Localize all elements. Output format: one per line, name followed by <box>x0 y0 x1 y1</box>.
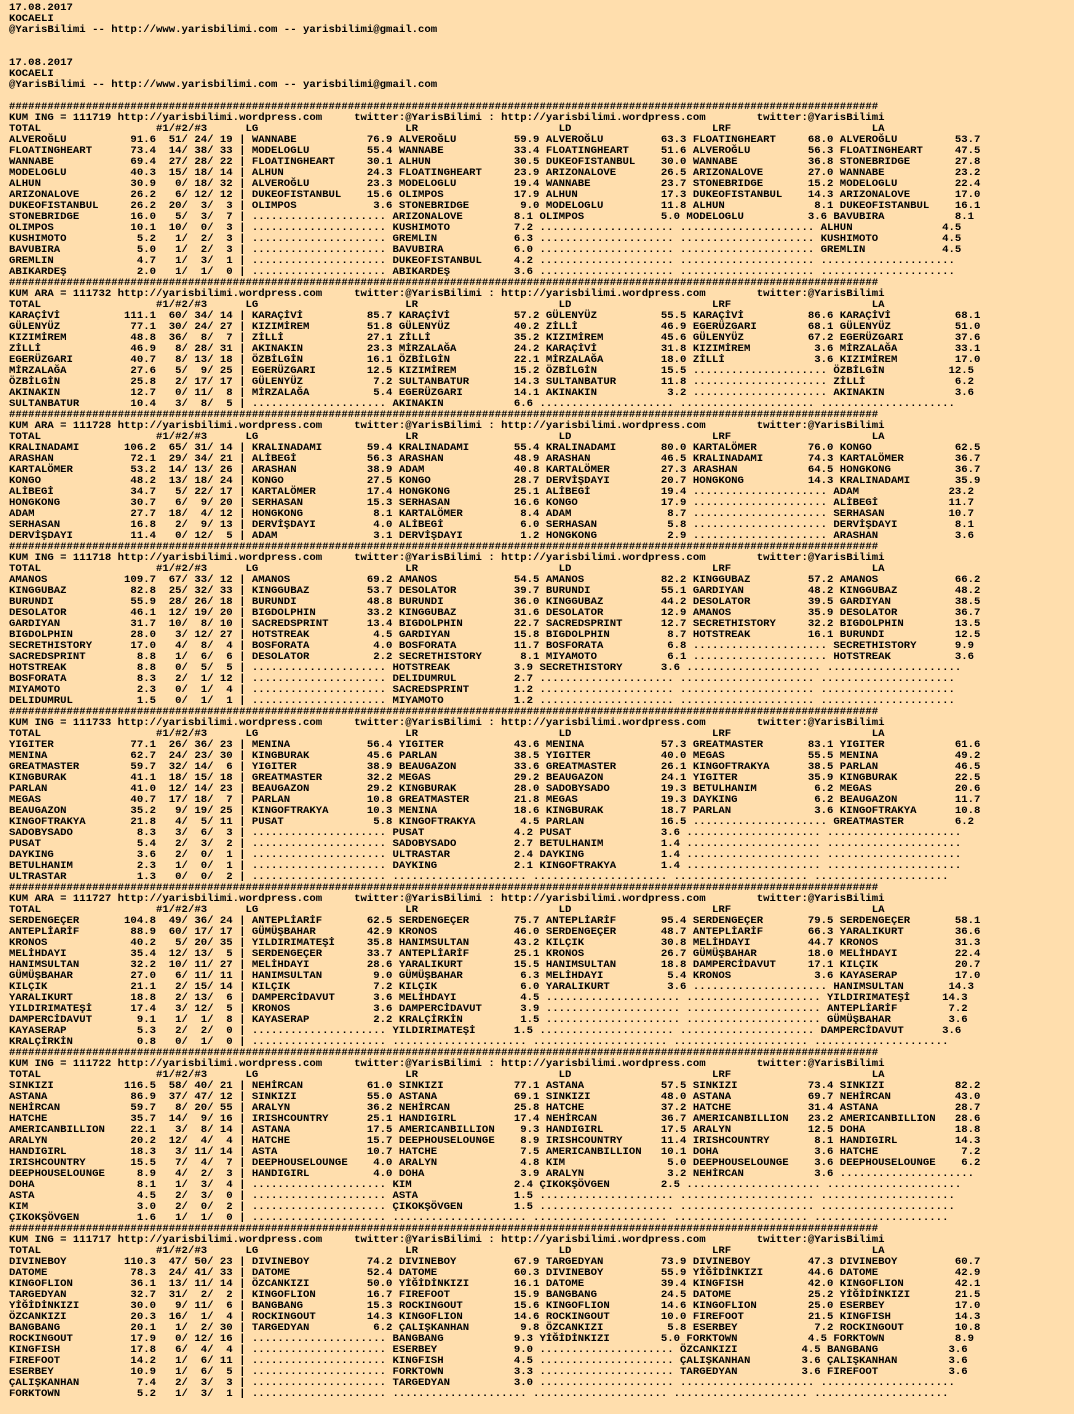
horse-row: KONGO 48.2 13/ 18/ 24 | KONGO 27.5 KONGO 28.7 DERVİŞDAYI 20.7 HONGKONG 14.3 KRALINADAMI 35.9 <box>9 476 981 487</box>
column-header-line: TOTAL #1/#2/#3 LG LR LD LRF LA <box>9 905 885 916</box>
horse-row: KARTALÖMER 53.2 14/ 13/ 26 | ARASHAN 38.9 ADAM 40.8 KARTALÖMER 27.3 ARASHAN 64.5 HONGKONG 36.7 <box>9 465 981 476</box>
section-separator: ######################################################################################################################################## <box>9 102 879 113</box>
horse-row: GREMLIN 4.7 1/ 3/ 1 | ..................... DUKEOFISTANBUL 4.2 ..................... ..................... ..................... <box>9 256 955 267</box>
horse-row: MODELOGLU 40.3 15/ 18/ 14 | ALHUN 24.3 FLOATINGHEART 23.9 ARIZONALOVE 26.5 ARIZONALOVE 27.0 WANNABE 23.2 <box>9 168 981 179</box>
section-separator: ######################################################################################################################################## <box>9 1048 879 1059</box>
column-header-line: TOTAL #1/#2/#3 LG LR LD LRF LA <box>9 564 885 575</box>
horse-row: MİRZALAĞA 27.6 5/ 9/ 25 | EGERÜZGARI 12.5 KIZIMİREM 15.2 ÖZBİLGİN 15.5 ..................... ÖZBİLGİN 12.5 <box>9 366 975 377</box>
column-header-line: TOTAL #1/#2/#3 LG LR LD LRF LA <box>9 729 885 740</box>
horse-row: ABIKARDEŞ 2.0 1/ 1/ 0 | ..................... ABIKARDEŞ 3.6 ..................... ..................... ..................... <box>9 267 955 278</box>
horse-row: KINGBURAK 41.1 18/ 15/ 18 | GREATMASTER 32.2 MEGAS 29.2 BEAUGAZON 24.1 YIGITER 35.9 KINGBURAK 22.5 <box>9 773 981 784</box>
horse-row: KUSHIMOTO 5.2 1/ 2/ 3 | ..................... GREMLIN 6.3 ..................... ..................... KUSHIMOTO 4.5 <box>9 234 962 245</box>
section-separator: ######################################################################################################################################## <box>9 410 879 421</box>
horse-row: KRONOS 40.2 5/ 20/ 35 | YILDIRIMATEŞİ 35.8 HANIMSULTAN 43.2 KILÇIK 30.8 MELİHDAYI 44.7 KRONOS 31.3 <box>9 938 981 949</box>
horse-row: ALVEROĞLU 91.6 51/ 24/ 19 | WANNABE 76.9 ALVEROĞLU 59.9 ALVEROĞLU 63.3 FLOATINGHEART 68.0 ALVEROĞLU 53.7 <box>9 135 981 146</box>
horse-row: BAVUBIRA 5.0 1/ 2/ 3 | ..................... BAVUBIRA 6.0 ..................... ..................... GREMLIN 4.5 <box>9 245 962 256</box>
race-header-line: KUM ARA = 111732 http://yarisbilimi.wordpress.com twitter:@YarisBilimi : http://yarisbilimi.wordpress.com twitter:@YarisBilimi <box>9 289 885 300</box>
horse-row: PARLAN 41.0 12/ 14/ 23 | BEAUGAZON 29.2 KINGBURAK 28.0 SADOBYSADO 19.3 BETULHANIM 6.2 MEGAS 20.6 <box>9 784 981 795</box>
horse-row: KINGFISH 17.8 6/ 4/ 4 | ..................... ESERBEY 9.0 ..................... ÖZCANKIZI 4.5 BANGBANG 3.6 <box>9 1345 968 1356</box>
horse-row: DAYKING 3.6 2/ 0/ 1 | ..................... ULTRASTAR 2.4 DAYKING 1.4 ..................... ..................... <box>9 850 962 861</box>
column-header-line: TOTAL #1/#2/#3 LG LR LD LRF LA <box>9 1246 885 1257</box>
race-header-line: KUM ING = 111717 http://yarisbilimi.wordpress.com twitter:@YarisBilimi : http://yarisbilimi.wordpress.com twitter:@YarisBilimi <box>9 1235 885 1246</box>
horse-row: MIYAMOTO 2.3 0/ 1/ 4 | ..................... SACREDSPRINT 1.2 ..................... ..................... ..................... <box>9 685 955 696</box>
horse-row: TARGEDYAN 32.7 31/ 2/ 2 | KINGOFLION 16.7 FIREFOOT 15.9 BANGBANG 24.5 DATOME 25.2 YİĞİDİNKIZI 21.5 <box>9 1290 981 1301</box>
section-separator: ######################################################################################################################################## <box>9 1224 879 1235</box>
text-line: 17.08.2017 <box>9 3 73 14</box>
horse-row: BEAUGAZON 35.2 9/ 19/ 25 | KINGOFTRAKYA 10.3 MENINA 18.6 KINGBURAK 18.7 PARLAN 3.6 KINGOFTRAKYA 10.8 <box>9 806 981 817</box>
horse-row: ASTA 4.5 2/ 3/ 0 | ..................... ASTA 1.5 ..................... ..................... ..................... <box>9 1191 955 1202</box>
horse-row: KRALÇİRKİN 0.8 0/ 1/ 0 | ..................... ..................... ..................... ..................... ..................... <box>9 1037 949 1048</box>
blank-line <box>9 36 980 47</box>
horse-row: ÖZBİLGİN 25.8 2/ 17/ 17 | GÜLENYÜZ 7.2 SULTANBATUR 14.3 SULTANBATUR 11.8 ..................... ZİLLİ 6.2 <box>9 377 975 388</box>
horse-row: SERDENGEÇER 104.8 49/ 36/ 24 | ANTEPLİARİF 62.5 SERDENGEÇER 75.7 ANTEPLİARİF 95.4 SERDENGEÇER 79.5 SERDENGEÇER 58.1 <box>9 916 981 927</box>
horse-row: ARIZONALOVE 26.2 6/ 12/ 12 | DUKEOFISTANBUL 15.6 OLIMPOS 17.9 ALHUN 17.3 DUKEOFISTANBUL 14.3 ARIZONALOVE 17.0 <box>9 190 981 201</box>
text-line: 17.08.2017 <box>9 58 73 69</box>
horse-row: DERVİŞDAYI 11.4 0/ 12/ 5 | ADAM 3.1 DERVİŞDAYI 1.2 HONGKONG 2.9 ..................... ARASHAN 3.6 <box>9 531 975 542</box>
horse-row: GÜLENYÜZ 77.1 30/ 24/ 27 | KIZIMİREM 51.8 GÜLENYÜZ 40.2 ZİLLİ 46.9 EGERÜZGARI 68.1 GÜLENYÜZ 51.0 <box>9 322 981 333</box>
horse-row: ARALYN 20.2 12/ 4/ 4 | HATCHE 15.7 DEEPHOUSELOUNGE 8.9 IRISHCOUNTRY 11.4 IRISHCOUNTRY 8.1 HANDIGIRL 14.3 <box>9 1136 981 1147</box>
horse-row: ALHUN 30.9 0/ 18/ 32 | ALVEROĞLU 23.3 MODELOGLU 19.4 WANNABE 23.7 STONEBRIDGE 15.2 MODELOGLU 22.4 <box>9 179 981 190</box>
column-header-line: TOTAL #1/#2/#3 LG LR LD LRF LA <box>9 300 885 311</box>
horse-row: ÖZCANKIZI 20.3 16/ 1/ 4 | ROCKINGOUT 14.3 KINGOFLION 14.6 ROCKINGOUT 10.0 FIREFOOT 21.5 KINGFISH 14.3 <box>9 1312 981 1323</box>
race-header-line: KUM ING = 111733 http://yarisbilimi.wordpress.com twitter:@YarisBilimi : http://yarisbilimi.wordpress.com twitter:@YarisBilimi <box>9 718 885 729</box>
horse-row: KILÇIK 21.1 2/ 15/ 14 | KILÇIK 7.2 KILÇIK 6.0 YARALIKURT 3.6 ..................... HANIMSULTAN 14.3 <box>9 982 975 993</box>
horse-row: OLIMPOS 10.1 10/ 0/ 3 | ..................... KUSHIMOTO 7.2 ..................... ..................... ALHUN 4.5 <box>9 223 962 234</box>
race-header-line: KUM ING = 111722 http://yarisbilimi.wordpress.com twitter:@YarisBilimi : http://yarisbilimi.wordpress.com twitter:@YarisBilimi <box>9 1059 885 1070</box>
text-line: @YarisBilimi -- http://www.yarisbilimi.com -- yarisbilimi@gmail.com <box>9 80 438 91</box>
horse-row: FORKTOWN 5.2 1/ 3/ 1 | ..................... ..................... ..................... ..................... ..................... <box>9 1389 949 1400</box>
horse-row: HONGKONG 30.7 6/ 9/ 20 | SERHASAN 15.3 SERHASAN 16.6 KONGO 17.9 ..................... ALİBEGİ 11.7 <box>9 498 975 509</box>
horse-row: ÇALIŞKANHAN 7.4 2/ 3/ 3 | ..................... TARGEDYAN 3.0 ..................... ..................... ..................... <box>9 1378 955 1389</box>
horse-row: ZİLLİ 46.9 8/ 28/ 31 | AKINAKIN 23.3 MİRZALAĞA 24.2 KARAÇİVİ 31.8 KIZIMİREM 3.6 MİRZALAĞA 33.1 <box>9 344 981 355</box>
horse-row: HOTSTREAK 8.8 0/ 5/ 5 | ..................... HOTSTREAK 3.9 SECRETHISTORY 3.6 ..................... ..................... <box>9 663 962 674</box>
horse-row: HATCHE 35.7 14/ 9/ 16 | IRISHCOUNTRY 25.1 HANDIGIRL 17.4 NEHİRCAN 36.7 AMERICANBILLION 23.2 AMERICANBILLION 28.6 <box>9 1114 981 1125</box>
horse-row: EGERÜZGARI 40.7 8/ 13/ 18 | ÖZBİLGİN 16.1 ÖZBİLGİN 22.1 MİRZALAĞA 18.0 ZİLLİ 3.6 KIZIMİREM 17.0 <box>9 355 981 366</box>
text-line: KOCAELI <box>9 14 54 25</box>
horse-row: BANGBANG 20.1 1/ 2/ 30 | TARGEDYAN 6.2 ÇALIŞKANHAN 9.8 ÖZCANKIZI 5.8 ESERBEY 7.2 ROCKINGOUT 10.8 <box>9 1323 981 1334</box>
horse-row: ALİBEGİ 34.7 5/ 22/ 17 | KARTALÖMER 17.4 HONGKONG 25.1 ALİBEGİ 19.4 ..................... ADAM 23.2 <box>9 487 975 498</box>
horse-row: YİĞİDİNKIZI 30.0 9/ 11/ 6 | BANGBANG 15.3 ROCKINGOUT 15.6 KINGOFLION 14.6 KINGOFLION 25.0 ESERBEY 17.0 <box>9 1301 981 1312</box>
race-header-line: KUM ING = 111718 http://yarisbilimi.wordpress.com twitter:@YarisBilimi : http://yarisbilimi.wordpress.com twitter:@YarisBilimi <box>9 553 885 564</box>
horse-row: STONEBRIDGE 16.0 5/ 3/ 7 | ..................... ARIZONALOVE 8.1 OLIMPOS 5.0 MODELOGLU 3.6 BAVUBIRA 8.1 <box>9 212 975 223</box>
race-header-line: KUM ARA = 111728 http://yarisbilimi.wordpress.com twitter:@YarisBilimi : http://yarisbilimi.wordpress.com twitter:@YarisBilimi <box>9 421 885 432</box>
horse-row: SACREDSPRINT 8.8 1/ 6/ 6 | DESOLATOR 2.2 SECRETHISTORY 8.1 MIYAMOTO 6.1 ..................... HOTSTREAK 3.6 <box>9 652 975 663</box>
horse-row: MENINA 62.7 24/ 23/ 30 | KINGBURAK 45.6 PARLAN 38.5 YIGITER 40.0 MEGAS 55.5 MENINA 49.2 <box>9 751 981 762</box>
horse-row: MELİHDAYI 35.4 12/ 13/ 5 | SERDENGEÇER 33.7 ANTEPLİARİF 25.1 KRONOS 26.7 GÜMÜŞBAHAR 18.0 MELİHDAYI 22.4 <box>9 949 981 960</box>
horse-row: DUKEOFISTANBUL 26.2 20/ 3/ 3 | OLIMPOS 3.6 STONEBRIDGE 9.0 MODELOGLU 11.8 ALHUN 8.1 DUKEOFISTANBUL 16.1 <box>9 201 981 212</box>
horse-row: AMANOS 109.7 67/ 33/ 12 | AMANOS 69.2 AMANOS 54.5 AMANOS 82.2 KINGGUBAZ 57.2 AMANOS 66.2 <box>9 575 981 586</box>
horse-row: SECRETHISTORY 17.0 4/ 8/ 4 | BOSFORATA 4.0 BOSFORATA 11.7 BOSFORATA 6.8 ..................... SECRETHISTORY 9.9 <box>9 641 975 652</box>
horse-row: NEHİRCAN 59.7 8/ 20/ 55 | ARALYN 36.2 NEHİRCAN 25.8 HATCHE 37.2 HATCHE 31.4 ASTANA 28.7 <box>9 1103 981 1114</box>
horse-row: HANIMSULTAN 32.2 10/ 11/ 27 | MELİHDAYI 28.6 YARALIKURT 15.5 HANIMSULTAN 18.8 DAMPERCİDAVUT 17.1 KILÇIK 20.7 <box>9 960 981 971</box>
horse-row: GARDIYAN 31.7 10/ 8/ 10 | SACREDSPRINT 13.4 BIGDOLPHIN 22.7 SACREDSPRINT 12.7 SECRETHISTORY 32.2 BIGDOLPHIN 13.5 <box>9 619 981 630</box>
horse-row: KAYASERAP 5.3 2/ 2/ 0 | ..................... YILDIRIMATEŞİ 1.5 ..................... ..................... DAMPERCİDAVUT 3.6 <box>9 1026 962 1037</box>
horse-row: ANTEPLİARİF 88.9 60/ 17/ 17 | GÜMÜŞBAHAR 42.9 KRONOS 46.0 SERDENGEÇER 48.7 ANTEPLİARİF 66.3 YARALIKURT 36.6 <box>9 927 981 938</box>
text-line: KOCAELI <box>9 69 54 80</box>
horse-row: MEGAS 40.7 17/ 18/ 7 | PARLAN 10.8 GREATMASTER 21.8 MEGAS 19.3 DAYKING 6.2 BEAUGAZON 11.7 <box>9 795 981 806</box>
horse-row: KIM 3.0 2/ 0/ 2 | ..................... ÇIKOKŞÖVGEN 1.5 ..................... ..................... ..................... <box>9 1202 955 1213</box>
horse-row: BIGDOLPHIN 28.0 3/ 12/ 27 | HOTSTREAK 4.5 GARDIYAN 15.8 BIGDOLPHIN 8.7 HOTSTREAK 16.1 BURUNDI 12.5 <box>9 630 981 641</box>
horse-row: KIZIMİREM 48.8 36/ 8/ 7 | ZİLLİ 27.1 ZİLLİ 35.2 KIZIMİREM 45.6 GÜLENYÜZ 67.2 EGERÜZGARI 37.6 <box>9 333 981 344</box>
section-separator: ######################################################################################################################################## <box>9 883 879 894</box>
horse-row: ADAM 27.7 18/ 4/ 12 | HONGKONG 8.1 KARTALÖMER 8.4 ADAM 8.7 ..................... SERHASAN 10.7 <box>9 509 975 520</box>
horse-row: WANNABE 69.4 27/ 28/ 22 | FLOATINGHEART 30.1 ALHUN 30.5 DUKEOFISTANBUL 30.0 WANNABE 36.8 STONEBRIDGE 27.8 <box>9 157 981 168</box>
horse-row: KINGOFLION 36.1 13/ 11/ 14 | ÖZCANKIZI 50.0 YİĞİDİNKIZI 16.1 DATOME 39.4 KINGFISH 42.0 KINGOFLION 42.1 <box>9 1279 981 1290</box>
horse-row: DAMPERCİDAVUT 9.1 1/ 1/ 8 | KAYASERAP 2.2 KRALÇİRKİN 1.5 ..................... ..................... GÜMÜŞBAHAR 3.6 <box>9 1015 968 1026</box>
horse-row: ULTRASTAR 1.3 0/ 0/ 2 | ..................... ..................... ..................... ..................... ..................... <box>9 872 949 883</box>
horse-row: SULTANBATUR 10.4 3/ 8/ 5 | ..................... AKINAKIN 6.6 ..................... ..................... ..................... <box>9 399 955 410</box>
horse-row: GREATMASTER 59.7 32/ 14/ 6 | YIGITER 38.9 BEAUGAZON 33.6 GREATMASTER 26.1 KINGOFTRAKYA 38.5 PARLAN 46.5 <box>9 762 981 773</box>
horse-row: SINKIZI 116.5 58/ 40/ 21 | NEHİRCAN 61.0 SINKIZI 77.1 ASTANA 57.5 SINKIZI 73.4 SINKIZI 82.2 <box>9 1081 981 1092</box>
column-header-line: TOTAL #1/#2/#3 LG LR LD LRF LA <box>9 432 885 443</box>
text-line: @YarisBilimi -- http://www.yarisbilimi.com -- yarisbilimi@gmail.com <box>9 25 438 36</box>
horse-row: KINGOFTRAKYA 21.8 4/ 5/ 11 | PUSAT 5.8 KINGOFTRAKYA 4.5 PARLAN 16.5 ..................... GREATMASTER 6.2 <box>9 817 975 828</box>
horse-row: ASTANA 86.9 37/ 47/ 12 | SINKIZI 55.0 ASTANA 69.1 SINKIZI 48.0 ASTANA 69.7 NEHİRCAN 43.0 <box>9 1092 981 1103</box>
column-header-line: TOTAL #1/#2/#3 LG LR LD LRF LA <box>9 1070 885 1081</box>
horse-row: DIVINEBOY 110.3 47/ 50/ 23 | DIVINEBOY 74.2 DIVINEBOY 67.9 TARGEDYAN 73.9 DIVINEBOY 47.3 DIVINEBOY 60.7 <box>9 1257 981 1268</box>
race-report-document <box>9 3 980 1400</box>
horse-row: BOSFORATA 8.3 2/ 1/ 12 | ..................... DELIDUMRUL 2.7 ..................... ..................... ..................... <box>9 674 955 685</box>
horse-row: AMERICANBILLION 22.1 3/ 8/ 14 | ASTANA 17.5 AMERICANBILLION 9.3 HANDIGIRL 17.5 ARALYN 12.5 DOHA 18.8 <box>9 1125 981 1136</box>
horse-row: DEEPHOUSELOUNGE 8.9 4/ 2/ 3 | HANDIGIRL 4.0 DOHA 3.9 ARALYN 3.2 NEHİRCAN 3.6 ..................... <box>9 1169 975 1180</box>
horse-row: BURUNDI 55.9 28/ 26/ 18 | BURUNDI 48.8 BURUNDI 36.0 KINGGUBAZ 44.2 DESOLATOR 39.5 GARDIYAN 38.5 <box>9 597 981 608</box>
horse-row: YILDIRIMATEŞİ 17.4 3/ 12/ 5 | KRONOS 3.6 DAMPERCİDAVUT 3.9 ..................... ..................... ANTEPLİARİF 7.2 <box>9 1004 968 1015</box>
horse-row: ÇIKOKŞÖVGEN 1.6 1/ 1/ 0 | ..................... ..................... ..................... ..................... ..................... <box>9 1213 949 1224</box>
race-header-line: KUM ARA = 111727 http://yarisbilimi.wordpress.com twitter:@YarisBilimi : http://yarisbilimi.wordpress.com twitter:@YarisBilimi <box>9 894 885 905</box>
horse-row: BETULHANIM 2.3 1/ 0/ 1 | ..................... DAYKING 2.1 KINGOFTRAKYA 1.4 ..................... ..................... <box>9 861 962 872</box>
race-header-line: KUM ING = 111719 http://yarisbilimi.wordpress.com twitter:@YarisBilimi : http://yarisbilimi.wordpress.com twitter:@YarisBilimi <box>9 113 885 124</box>
horse-row: SADOBYSADO 8.3 3/ 6/ 3 | ..................... PUSAT 4.2 PUSAT 3.6 ..................... ..................... <box>9 828 962 839</box>
horse-row: DATOME 78.3 24/ 41/ 33 | DATOME 52.4 DATOME 60.3 DIVINEBOY 55.9 YİĞİDİNKIZI 44.6 DATOME 42.9 <box>9 1268 981 1279</box>
blank-line <box>9 91 980 102</box>
column-header-line: TOTAL #1/#2/#3 LG LR LD LRF LA <box>9 124 885 135</box>
horse-row: YARALIKURT 18.8 2/ 13/ 6 | DAMPERCİDAVUT 3.6 MELİHDAYI 4.5 ..................... ..................... YILDIRIMATEŞİ 14.3 <box>9 993 968 1004</box>
horse-row: HANDIGIRL 18.3 3/ 11/ 14 | ASTA 10.7 HATCHE 7.5 AMERICANBILLION 10.1 DOHA 3.6 HATCHE 7.2 <box>9 1147 981 1158</box>
section-separator: ######################################################################################################################################## <box>9 542 879 553</box>
section-separator: ######################################################################################################################################## <box>9 707 879 718</box>
horse-row: PUSAT 5.4 2/ 3/ 2 | ..................... SADOBYSADO 2.7 BETULHANIM 1.4 ..................... ..................... <box>9 839 962 850</box>
section-separator: ######################################################################################################################################## <box>9 278 879 289</box>
horse-row: SERHASAN 16.8 2/ 9/ 13 | DERVİŞDAYI 4.0 ALİBEGİ 6.0 SERHASAN 5.8 ..................... DERVİŞDAYI 8.1 <box>9 520 975 531</box>
horse-row: ARASHAN 72.1 29/ 34/ 21 | ALİBEGİ 56.3 ARASHAN 48.9 ARASHAN 46.5 KRALINADAMI 74.3 KARTALÖMER 36.7 <box>9 454 981 465</box>
horse-row: IRISHCOUNTRY 15.5 7/ 4/ 7 | DEEPHOUSELOUNGE 4.0 ARALYN 4.8 KIM 5.0 DEEPHOUSELOUNGE 3.6 DEEPHOUSELOUNGE 6.2 <box>9 1158 981 1169</box>
blank-line <box>9 47 980 58</box>
horse-row: ESERBEY 10.9 1/ 6/ 5 | ..................... FORKTOWN 3.3 ..................... TARGEDYAN 3.6 FIREFOOT 3.6 <box>9 1367 968 1378</box>
horse-row: YIGITER 77.1 26/ 36/ 23 | MENINA 56.4 YIGITER 43.6 MENINA 57.3 GREATMASTER 83.1 YIGITER 61.6 <box>9 740 981 751</box>
horse-row: KARAÇİVİ 111.1 60/ 34/ 14 | KARAÇİVİ 85.7 KARAÇİVİ 57.2 GÜLENYÜZ 55.5 KARAÇİVİ 86.6 KARAÇİVİ 68.1 <box>9 311 981 322</box>
horse-row: GÜMÜŞBAHAR 27.0 6/ 11/ 11 | HANIMSULTAN 9.0 GÜMÜŞBAHAR 6.3 MELİHDAYI 5.4 KRONOS 3.6 KAYASERAP 17.0 <box>9 971 981 982</box>
horse-row: KRALINADAMI 106.2 65/ 31/ 14 | KRALINADAMI 59.4 KRALINADAMI 55.4 KRALINADAMI 80.0 KARTALÖMER 76.0 KONGO 62.5 <box>9 443 981 454</box>
horse-row: KINGGUBAZ 82.8 25/ 32/ 33 | KINGGUBAZ 53.7 DESOLATOR 39.7 BURUNDI 55.1 GARDIYAN 48.2 KINGGUBAZ 48.2 <box>9 586 981 597</box>
horse-row: ROCKINGOUT 17.9 0/ 12/ 16 | ..................... BANGBANG 9.3 YİĞİDİNKIZI 5.0 FORKTOWN 4.5 FORKTOWN 8.9 <box>9 1334 975 1345</box>
horse-row: FLOATINGHEART 73.4 14/ 38/ 33 | MODELOGLU 55.4 WANNABE 33.4 FLOATINGHEART 51.6 ALVEROĞLU 56.3 FLOATINGHEART 47.5 <box>9 146 981 157</box>
horse-row: DESOLATOR 46.1 12/ 19/ 20 | BIGDOLPHIN 33.2 KINGGUBAZ 31.6 DESOLATOR 12.9 AMANOS 35.9 DESOLATOR 36.7 <box>9 608 981 619</box>
horse-row: FIREFOOT 14.2 1/ 6/ 11 | ..................... KINGFISH 4.5 ..................... ÇALIŞKANHAN 3.6 ÇALIŞKANHAN 3.6 <box>9 1356 968 1367</box>
horse-row: AKINAKIN 12.7 0/ 11/ 8 | MİRZALAĞA 5.4 EGERÜZGARI 14.1 AKINAKIN 3.2 ..................... AKINAKIN 3.6 <box>9 388 975 399</box>
horse-row: DELIDUMRUL 1.5 0/ 1/ 1 | ..................... MIYAMOTO 1.2 ..................... ..................... ..................... <box>9 696 955 707</box>
horse-row: DOHA 8.1 1/ 3/ 4 | ..................... KIM 2.4 ÇIKOKŞÖVGEN 2.5 ..................... ..................... <box>9 1180 962 1191</box>
